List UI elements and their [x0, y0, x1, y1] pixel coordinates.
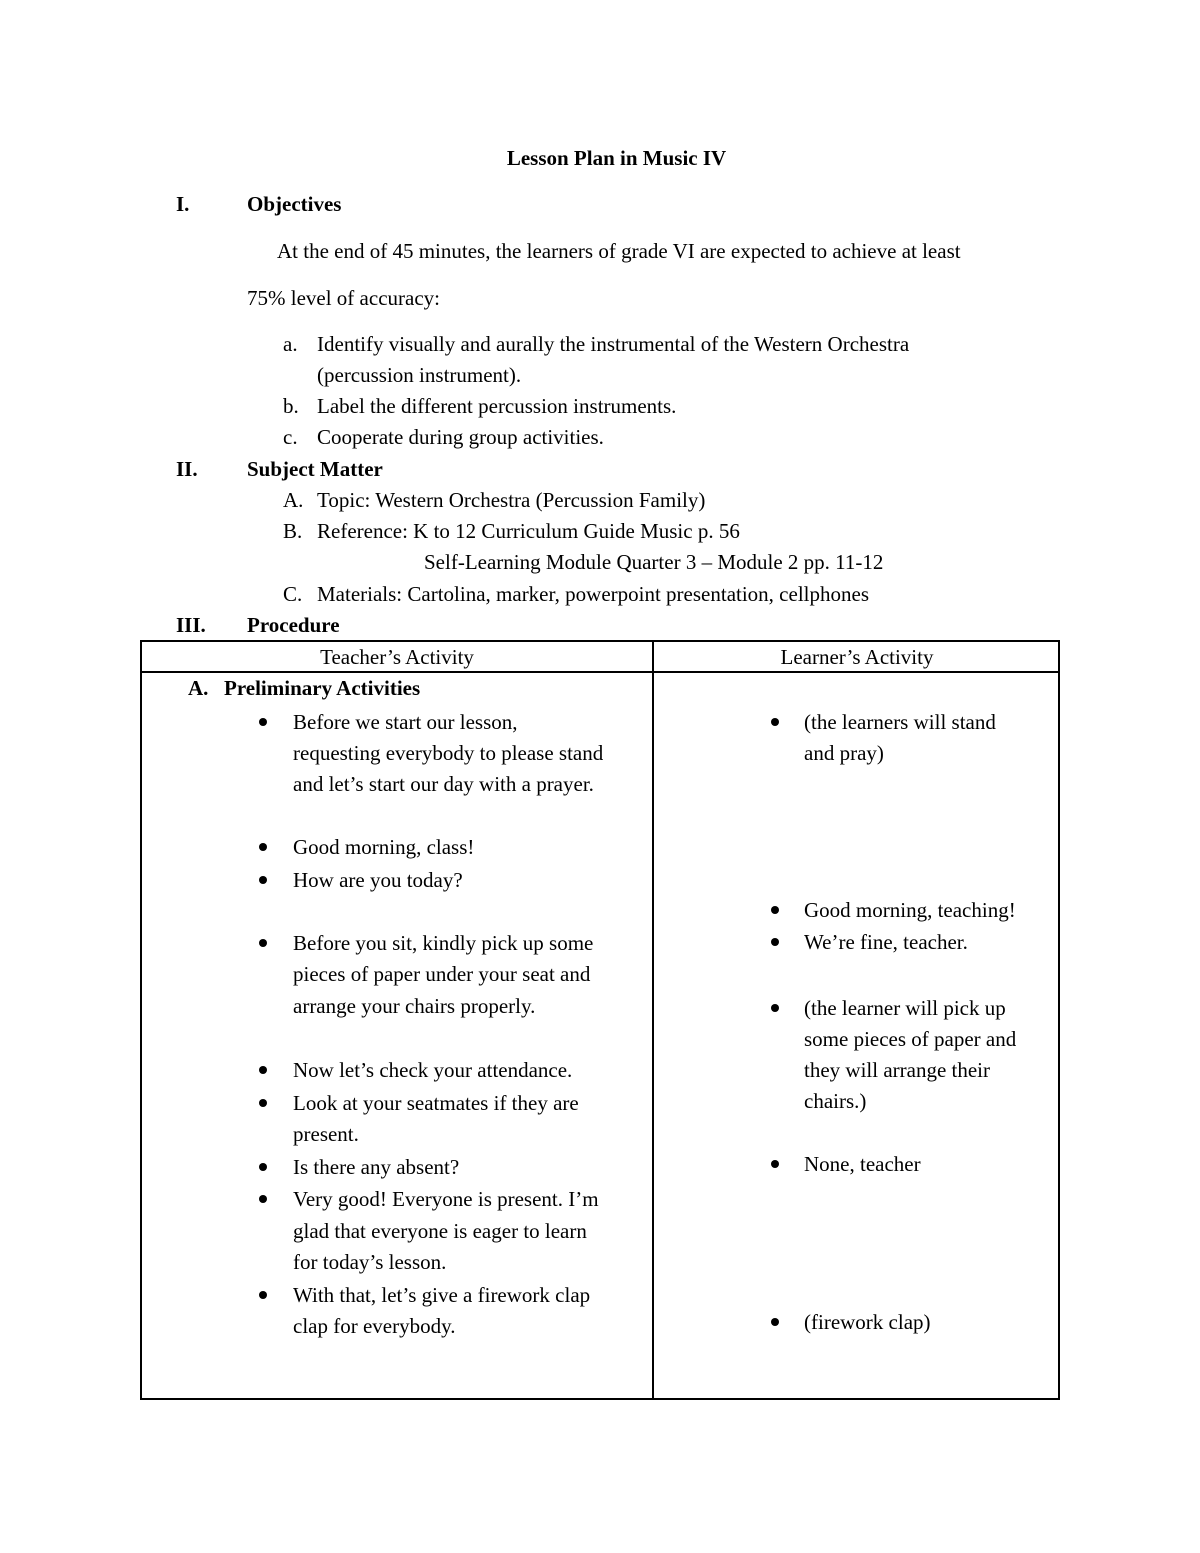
subject-reference-continuation: Self-Learning Module Quarter 3 – Module 2 pp. 11-12: [424, 550, 884, 574]
section-heading-subject-matter: Subject Matter: [247, 457, 383, 481]
table-border-right: [1058, 640, 1060, 1400]
objective-b-line-1: Label the different percussion instruments.: [317, 394, 677, 418]
teacher-item-2: Good morning, class!: [293, 835, 475, 859]
objective-marker-a: a.: [283, 332, 298, 356]
objective-a-line-2: (percussion instrument).: [317, 363, 522, 387]
subject-marker-a: A.: [283, 488, 304, 512]
bullet-icon: [259, 876, 267, 884]
learner-item-1-line-2: and pray): [804, 741, 884, 765]
table-header-divider: [140, 671, 1060, 673]
teacher-item-3: How are you today?: [293, 868, 463, 892]
bullet-icon: [259, 939, 267, 947]
learner-item-4-line-4: chairs.): [804, 1089, 867, 1113]
objective-marker-c: c.: [283, 425, 298, 449]
procedure-table: [140, 640, 1060, 1400]
teacher-item-9-line-1: With that, let’s give a firework clap: [293, 1283, 591, 1307]
learner-item-4-line-2: some pieces of paper and: [804, 1027, 1017, 1051]
learner-item-4-line-3: they will arrange their: [804, 1058, 991, 1082]
learner-item-3: We’re fine, teacher.: [804, 930, 968, 954]
bullet-icon: [259, 1066, 267, 1074]
bullet-icon: [259, 1163, 267, 1171]
bullet-icon: [771, 938, 779, 946]
teacher-item-1-line-3: and let’s start our day with a prayer.: [293, 772, 594, 796]
objectives-intro-line-2: 75% level of accuracy:: [247, 286, 440, 310]
teacher-item-5: Now let’s check your attendance.: [293, 1058, 573, 1082]
teacher-item-1-line-1: Before we start our lesson,: [293, 710, 518, 734]
teacher-item-6-line-1: Look at your seatmates if they are: [293, 1091, 579, 1115]
bullet-icon: [259, 718, 267, 726]
section-heading-objectives: Objectives: [247, 192, 342, 216]
subject-marker-b: B.: [283, 519, 303, 543]
learner-item-1-line-1: (the learners will stand: [804, 710, 996, 734]
teacher-item-6-line-2: present.: [293, 1122, 359, 1146]
learner-item-6: (firework clap): [804, 1310, 931, 1334]
objective-marker-b: b.: [283, 394, 299, 418]
learner-item-2: Good morning, teaching!: [804, 898, 1016, 922]
subject-topic: Topic: Western Orchestra (Percussion Family): [317, 488, 706, 512]
table-border-left: [140, 640, 142, 1400]
table-border-bottom: [140, 1398, 1060, 1400]
subject-materials: Materials: Cartolina, marker, powerpoint presentation, cellphones: [317, 582, 869, 606]
preliminary-activities-marker: A.: [188, 676, 209, 700]
teacher-activity-header: Teacher’s Activity: [320, 645, 474, 669]
objective-c-line-1: Cooperate during group activities.: [317, 425, 604, 449]
section-heading-procedure: Procedure: [247, 613, 340, 637]
teacher-item-8-line-1: Very good! Everyone is present. I’m: [293, 1187, 599, 1211]
subject-marker-c: C.: [283, 582, 303, 606]
subject-reference: Reference: K to 12 Curriculum Guide Music p. 56: [317, 519, 740, 543]
learner-item-5: None, teacher: [804, 1152, 921, 1176]
bullet-icon: [259, 1099, 267, 1107]
learner-item-4-line-1: (the learner will pick up: [804, 996, 1006, 1020]
teacher-item-4-line-1: Before you sit, kindly pick up some: [293, 931, 594, 955]
table-border-top: [140, 640, 1060, 642]
bullet-icon: [771, 1318, 779, 1326]
teacher-item-4-line-3: arrange your chairs properly.: [293, 994, 536, 1018]
bullet-icon: [771, 718, 779, 726]
section-numeral-procedure: III.: [176, 613, 206, 637]
section-numeral-objectives: I.: [176, 192, 190, 216]
teacher-item-4-line-2: pieces of paper under your seat and: [293, 962, 591, 986]
section-numeral-subject-matter: II.: [176, 457, 198, 481]
objective-a-line-1: Identify visually and aurally the instrumental of the Western Orchestra: [317, 332, 910, 356]
bullet-icon: [771, 1004, 779, 1012]
teacher-item-8-line-2: glad that everyone is eager to learn: [293, 1219, 587, 1243]
bullet-icon: [771, 906, 779, 914]
bullet-icon: [259, 1195, 267, 1203]
table-column-divider: [652, 640, 654, 1400]
preliminary-activities-heading: Preliminary Activities: [224, 676, 421, 700]
teacher-item-7: Is there any absent?: [293, 1155, 460, 1179]
page-title: Lesson Plan in Music IV: [506, 146, 727, 170]
bullet-icon: [259, 1291, 267, 1299]
teacher-item-8-line-3: for today’s lesson.: [293, 1250, 447, 1274]
teacher-item-9-line-2: clap for everybody.: [293, 1314, 456, 1338]
objectives-intro-line-1: At the end of 45 minutes, the learners of grade VI are expected to achieve at least: [277, 239, 961, 263]
bullet-icon: [771, 1160, 779, 1168]
teacher-item-1-line-2: requesting everybody to please stand: [293, 741, 604, 765]
bullet-icon: [259, 843, 267, 851]
learner-activity-header: Learner’s Activity: [780, 645, 934, 669]
